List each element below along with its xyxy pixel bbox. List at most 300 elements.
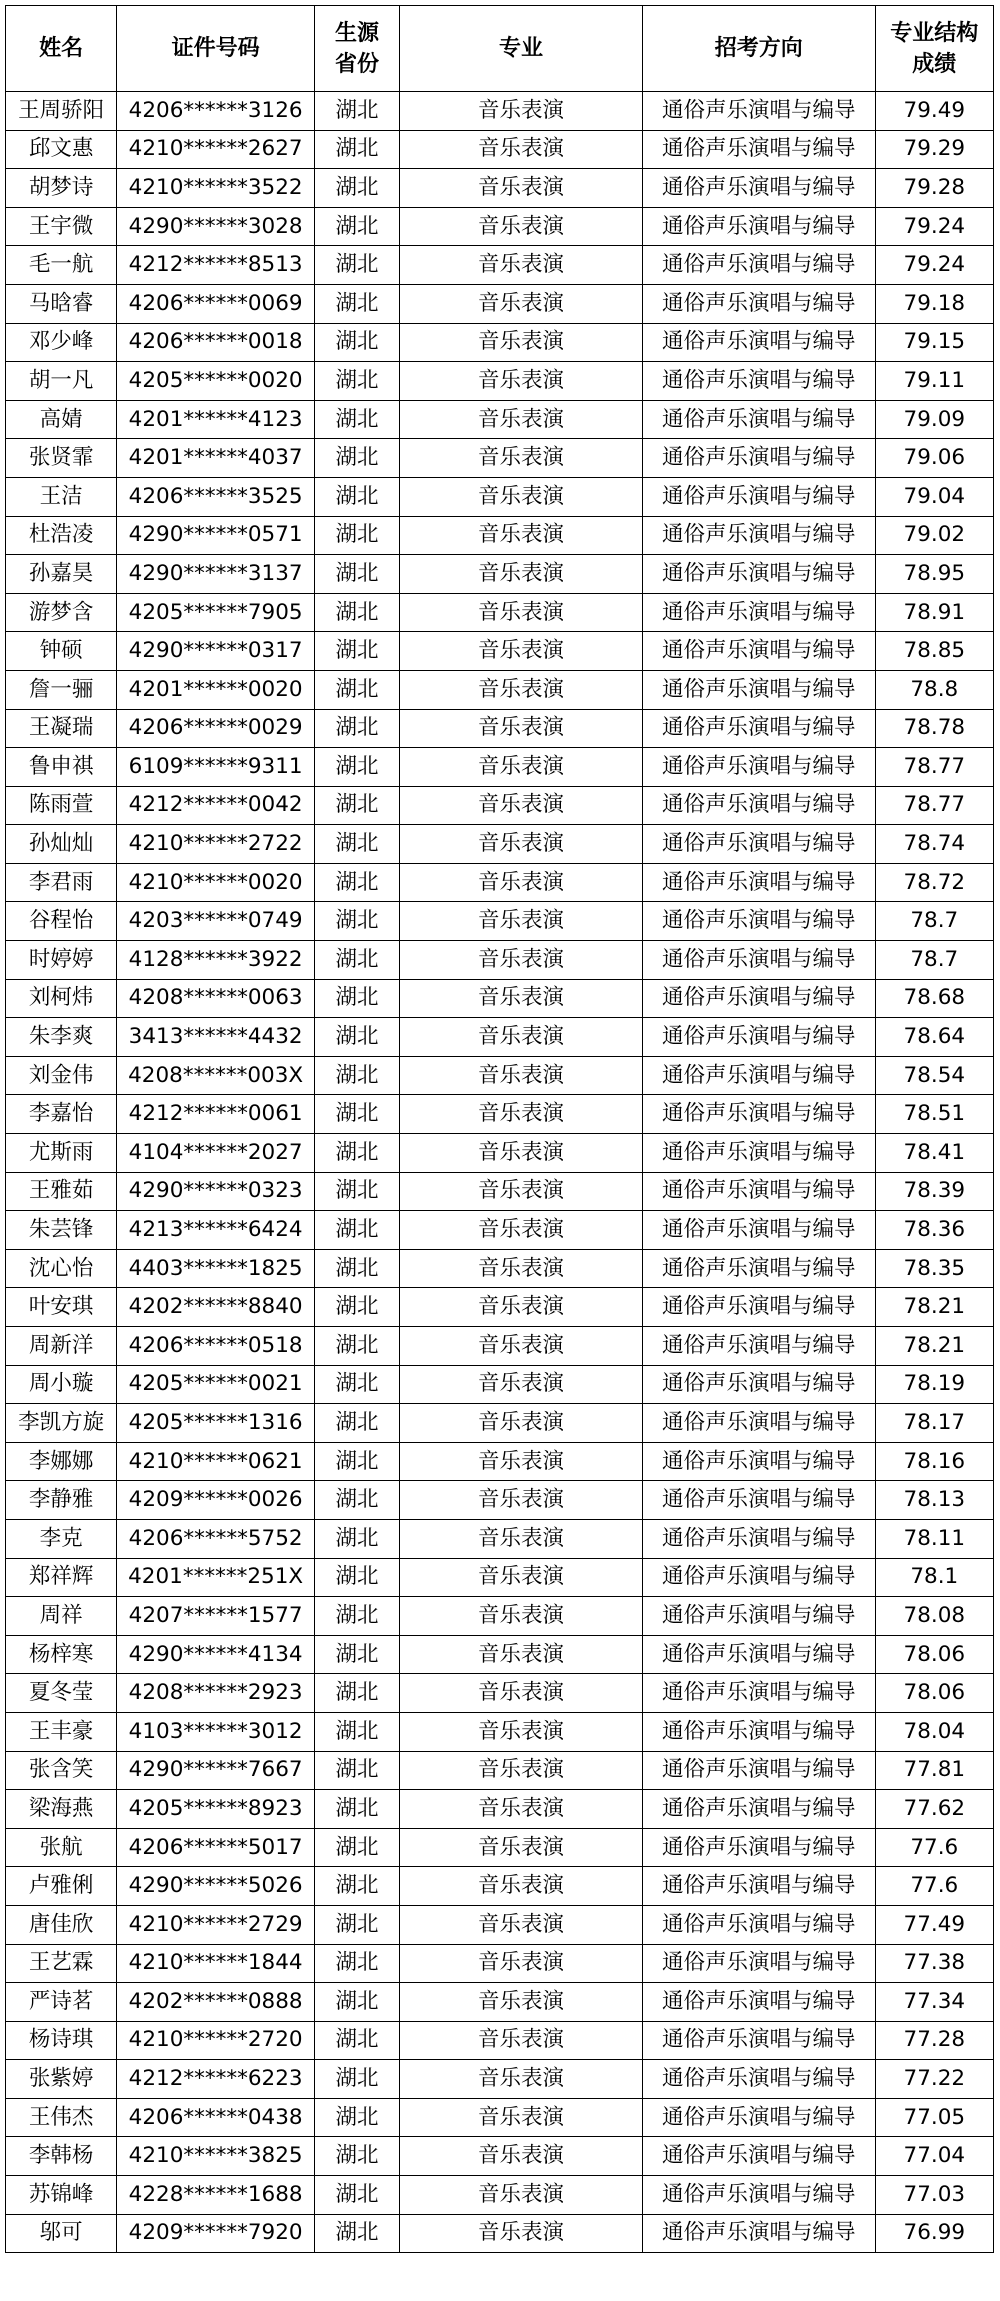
cell-name: 刘柯炜 (6, 979, 117, 1018)
cell-direction: 通俗声乐演唱与编导 (642, 1249, 875, 1288)
cell-id: 4212******6223 (117, 2060, 315, 2099)
cell-name: 胡梦诗 (6, 169, 117, 208)
cell-direction: 通俗声乐演唱与编导 (642, 1905, 875, 1944)
cell-id: 4210******3522 (117, 169, 315, 208)
cell-name: 王洁 (6, 477, 117, 516)
table-row (6, 323, 994, 362)
cell-score: 77.38 (875, 1944, 993, 1983)
cell-direction: 通俗声乐演唱与编导 (642, 1597, 875, 1636)
cell-score: 78.21 (875, 1327, 993, 1366)
cell-score: 79.04 (875, 477, 993, 516)
cell-id: 4212******0042 (117, 786, 315, 825)
cell-score: 78.68 (875, 979, 993, 1018)
table-row (6, 1519, 994, 1558)
cell-id: 4207******1577 (117, 1597, 315, 1636)
header-id: 证件号码 (117, 6, 315, 92)
cell-province: 湖北 (314, 2060, 399, 2099)
cell-direction: 通俗声乐演唱与编导 (642, 2021, 875, 2060)
table-row (6, 1790, 994, 1829)
table-row (6, 709, 994, 748)
header-major: 专业 (400, 6, 643, 92)
cell-province: 湖北 (314, 825, 399, 864)
cell-major: 音乐表演 (400, 1249, 643, 1288)
cell-id: 4206******5752 (117, 1519, 315, 1558)
cell-province: 湖北 (314, 1404, 399, 1443)
cell-province: 湖北 (314, 1288, 399, 1327)
cell-direction: 通俗声乐演唱与编导 (642, 1983, 875, 2022)
cell-major: 音乐表演 (400, 941, 643, 980)
cell-direction: 通俗声乐演唱与编导 (642, 516, 875, 555)
cell-score: 78.17 (875, 1404, 993, 1443)
cell-province: 湖北 (314, 1327, 399, 1366)
cell-province: 湖北 (314, 2098, 399, 2137)
cell-name: 王周骄阳 (6, 92, 117, 131)
cell-id: 4202******0888 (117, 1983, 315, 2022)
cell-major: 音乐表演 (400, 1288, 643, 1327)
cell-major: 音乐表演 (400, 670, 643, 709)
cell-score: 78.54 (875, 1056, 993, 1095)
cell-name: 李静雅 (6, 1481, 117, 1520)
cell-major: 音乐表演 (400, 1944, 643, 1983)
cell-province: 湖北 (314, 1790, 399, 1829)
cell-major: 音乐表演 (400, 1790, 643, 1829)
cell-direction: 通俗声乐演唱与编导 (642, 2098, 875, 2137)
cell-name: 毛一航 (6, 246, 117, 285)
table-row (6, 1751, 994, 1790)
cell-id: 4212******8513 (117, 246, 315, 285)
cell-score: 79.24 (875, 246, 993, 285)
cell-major: 音乐表演 (400, 207, 643, 246)
cell-province: 湖北 (314, 2021, 399, 2060)
table-row (6, 2214, 994, 2253)
table-row (6, 1056, 994, 1095)
table-row (6, 1867, 994, 1906)
cell-major: 音乐表演 (400, 1365, 643, 1404)
cell-name: 王艺霖 (6, 1944, 117, 1983)
cell-direction: 通俗声乐演唱与编导 (642, 593, 875, 632)
cell-major: 音乐表演 (400, 1751, 643, 1790)
cell-name: 张紫婷 (6, 2060, 117, 2099)
cell-name: 周新洋 (6, 1327, 117, 1366)
cell-province: 湖北 (314, 979, 399, 1018)
cell-province: 湖北 (314, 632, 399, 671)
table-row (6, 1211, 994, 1250)
cell-score: 79.02 (875, 516, 993, 555)
cell-score: 79.24 (875, 207, 993, 246)
cell-id: 4210******1844 (117, 1944, 315, 1983)
cell-name: 杨诗琪 (6, 2021, 117, 2060)
cell-name: 马晗睿 (6, 284, 117, 323)
cell-major: 音乐表演 (400, 439, 643, 478)
cell-name: 陈雨萱 (6, 786, 117, 825)
cell-major: 音乐表演 (400, 284, 643, 323)
cell-score: 77.04 (875, 2137, 993, 2176)
cell-score: 76.99 (875, 2214, 993, 2253)
cell-direction: 通俗声乐演唱与编导 (642, 1674, 875, 1713)
cell-id: 4208******003X (117, 1056, 315, 1095)
cell-name: 周祥 (6, 1597, 117, 1636)
table-row (6, 2060, 994, 2099)
table-row (6, 1597, 994, 1636)
cell-major: 音乐表演 (400, 92, 643, 131)
cell-province: 湖北 (314, 1211, 399, 1250)
cell-id: 4209******0026 (117, 1481, 315, 1520)
cell-id: 3413******4432 (117, 1018, 315, 1057)
table-row (6, 1018, 994, 1057)
table-row (6, 979, 994, 1018)
cell-name: 李韩杨 (6, 2137, 117, 2176)
table-row (6, 2137, 994, 2176)
cell-name: 张贤霏 (6, 439, 117, 478)
table-row (6, 670, 994, 709)
cell-name: 王丰豪 (6, 1712, 117, 1751)
cell-score: 77.81 (875, 1751, 993, 1790)
cell-name: 钟硕 (6, 632, 117, 671)
cell-direction: 通俗声乐演唱与编导 (642, 1751, 875, 1790)
cell-major: 音乐表演 (400, 246, 643, 285)
cell-id: 4205******7905 (117, 593, 315, 632)
cell-name: 时婷婷 (6, 941, 117, 980)
table-row (6, 169, 994, 208)
cell-id: 4128******3922 (117, 941, 315, 980)
header-name: 姓名 (6, 6, 117, 92)
cell-province: 湖北 (314, 1905, 399, 1944)
cell-score: 78.36 (875, 1211, 993, 1250)
cell-id: 4290******7667 (117, 1751, 315, 1790)
cell-id: 4205******0021 (117, 1365, 315, 1404)
cell-direction: 通俗声乐演唱与编导 (642, 1867, 875, 1906)
cell-direction: 通俗声乐演唱与编导 (642, 632, 875, 671)
cell-province: 湖北 (314, 1558, 399, 1597)
cell-id: 4206******3525 (117, 477, 315, 516)
cell-major: 音乐表演 (400, 130, 643, 169)
cell-name: 王伟杰 (6, 2098, 117, 2137)
cell-name: 夏冬莹 (6, 1674, 117, 1713)
cell-id: 4290******0571 (117, 516, 315, 555)
table-row (6, 1828, 994, 1867)
header-direction: 招考方向 (642, 6, 875, 92)
cell-id: 4290******0323 (117, 1172, 315, 1211)
table-row (6, 632, 994, 671)
cell-major: 音乐表演 (400, 1983, 643, 2022)
cell-province: 湖北 (314, 1249, 399, 1288)
cell-province: 湖北 (314, 1172, 399, 1211)
cell-major: 音乐表演 (400, 555, 643, 594)
cell-id: 4208******0063 (117, 979, 315, 1018)
cell-province: 湖北 (314, 1828, 399, 1867)
cell-score: 78.74 (875, 825, 993, 864)
cell-province: 湖北 (314, 593, 399, 632)
score-table (5, 5, 994, 2253)
cell-score: 77.34 (875, 1983, 993, 2022)
cell-province: 湖北 (314, 863, 399, 902)
table-row (6, 284, 994, 323)
cell-id: 4210******2627 (117, 130, 315, 169)
cell-id: 4228******1688 (117, 2176, 315, 2215)
cell-name: 沈心怡 (6, 1249, 117, 1288)
table-row (6, 825, 994, 864)
cell-score: 77.49 (875, 1905, 993, 1944)
cell-major: 音乐表演 (400, 1674, 643, 1713)
cell-major: 音乐表演 (400, 1519, 643, 1558)
cell-direction: 通俗声乐演唱与编导 (642, 1828, 875, 1867)
cell-province: 湖北 (314, 477, 399, 516)
cell-province: 湖北 (314, 2176, 399, 2215)
cell-name: 鲁申祺 (6, 748, 117, 787)
cell-score: 77.6 (875, 1828, 993, 1867)
cell-name: 李凯方旋 (6, 1404, 117, 1443)
cell-score: 79.09 (875, 400, 993, 439)
cell-major: 音乐表演 (400, 1404, 643, 1443)
cell-name: 周小璇 (6, 1365, 117, 1404)
cell-major: 音乐表演 (400, 1597, 643, 1636)
cell-direction: 通俗声乐演唱与编导 (642, 1790, 875, 1829)
cell-name: 王凝瑞 (6, 709, 117, 748)
cell-id: 4210******2722 (117, 825, 315, 864)
cell-name: 孙嘉昊 (6, 555, 117, 594)
cell-major: 音乐表演 (400, 1095, 643, 1134)
cell-major: 音乐表演 (400, 2098, 643, 2137)
cell-id: 4290******4134 (117, 1635, 315, 1674)
cell-province: 湖北 (314, 207, 399, 246)
cell-direction: 通俗声乐演唱与编导 (642, 902, 875, 941)
cell-major: 音乐表演 (400, 362, 643, 401)
cell-name: 孙灿灿 (6, 825, 117, 864)
cell-province: 湖北 (314, 284, 399, 323)
cell-score: 78.04 (875, 1712, 993, 1751)
table-row (6, 1944, 994, 1983)
cell-score: 78.35 (875, 1249, 993, 1288)
table-row (6, 400, 994, 439)
cell-direction: 通俗声乐演唱与编导 (642, 2137, 875, 2176)
cell-id: 4202******8840 (117, 1288, 315, 1327)
cell-province: 湖北 (314, 1519, 399, 1558)
cell-major: 音乐表演 (400, 1828, 643, 1867)
cell-direction: 通俗声乐演唱与编导 (642, 863, 875, 902)
cell-score: 78.39 (875, 1172, 993, 1211)
cell-score: 78.77 (875, 748, 993, 787)
cell-major: 音乐表演 (400, 748, 643, 787)
cell-direction: 通俗声乐演唱与编导 (642, 1172, 875, 1211)
cell-major: 音乐表演 (400, 1712, 643, 1751)
cell-province: 湖北 (314, 1095, 399, 1134)
header-score-line2: 成绩 (912, 51, 957, 77)
cell-score: 78.19 (875, 1365, 993, 1404)
cell-direction: 通俗声乐演唱与编导 (642, 1018, 875, 1057)
cell-score: 78.06 (875, 1635, 993, 1674)
cell-name: 杜浩凌 (6, 516, 117, 555)
cell-province: 湖北 (314, 92, 399, 131)
cell-score: 78.8 (875, 670, 993, 709)
table-row (6, 207, 994, 246)
table-row (6, 1481, 994, 1520)
header-score-line1: 专业结构 (890, 20, 979, 46)
cell-name: 叶安琪 (6, 1288, 117, 1327)
cell-name: 詹一骊 (6, 670, 117, 709)
cell-id: 4209******7920 (117, 2214, 315, 2253)
cell-score: 77.6 (875, 1867, 993, 1906)
table-row (6, 1712, 994, 1751)
cell-province: 湖北 (314, 786, 399, 825)
cell-score: 78.08 (875, 1597, 993, 1636)
cell-direction: 通俗声乐演唱与编导 (642, 555, 875, 594)
table-row (6, 2021, 994, 2060)
header-score (875, 6, 993, 92)
cell-score: 77.28 (875, 2021, 993, 2060)
cell-province: 湖北 (314, 439, 399, 478)
cell-major: 音乐表演 (400, 786, 643, 825)
cell-name: 李娜娜 (6, 1442, 117, 1481)
cell-id: 4206******0069 (117, 284, 315, 323)
cell-major: 音乐表演 (400, 1172, 643, 1211)
table-row (6, 362, 994, 401)
cell-direction: 通俗声乐演唱与编导 (642, 1288, 875, 1327)
cell-direction: 通俗声乐演唱与编导 (642, 207, 875, 246)
cell-province: 湖北 (314, 555, 399, 594)
cell-name: 郑祥辉 (6, 1558, 117, 1597)
cell-id: 4104******2027 (117, 1134, 315, 1173)
cell-direction: 通俗声乐演唱与编导 (642, 825, 875, 864)
table-row (6, 477, 994, 516)
cell-province: 湖北 (314, 1056, 399, 1095)
cell-major: 音乐表演 (400, 516, 643, 555)
cell-direction: 通俗声乐演唱与编导 (642, 1519, 875, 1558)
cell-id: 6109******9311 (117, 748, 315, 787)
cell-direction: 通俗声乐演唱与编导 (642, 786, 875, 825)
table-row (6, 1442, 994, 1481)
cell-province: 湖北 (314, 1442, 399, 1481)
cell-id: 4210******2720 (117, 2021, 315, 2060)
cell-province: 湖北 (314, 1712, 399, 1751)
table-row (6, 2098, 994, 2137)
cell-score: 78.64 (875, 1018, 993, 1057)
cell-province: 湖北 (314, 246, 399, 285)
cell-score: 78.77 (875, 786, 993, 825)
table-row (6, 1404, 994, 1443)
cell-id: 4203******0749 (117, 902, 315, 941)
cell-name: 王宇微 (6, 207, 117, 246)
table-row (6, 1288, 994, 1327)
cell-major: 音乐表演 (400, 2060, 643, 2099)
cell-province: 湖北 (314, 1674, 399, 1713)
cell-score: 78.06 (875, 1674, 993, 1713)
cell-major: 音乐表演 (400, 323, 643, 362)
cell-major: 音乐表演 (400, 863, 643, 902)
cell-province: 湖北 (314, 1983, 399, 2022)
cell-name: 胡一凡 (6, 362, 117, 401)
cell-province: 湖北 (314, 670, 399, 709)
cell-score: 79.29 (875, 130, 993, 169)
cell-direction: 通俗声乐演唱与编导 (642, 323, 875, 362)
cell-major: 音乐表演 (400, 2137, 643, 2176)
cell-major: 音乐表演 (400, 902, 643, 941)
cell-id: 4201******0020 (117, 670, 315, 709)
table-row (6, 555, 994, 594)
cell-province: 湖北 (314, 400, 399, 439)
cell-direction: 通俗声乐演唱与编导 (642, 1944, 875, 1983)
cell-province: 湖北 (314, 2137, 399, 2176)
cell-name: 朱芸锋 (6, 1211, 117, 1250)
cell-major: 音乐表演 (400, 1481, 643, 1520)
cell-province: 湖北 (314, 1134, 399, 1173)
cell-id: 4206******3126 (117, 92, 315, 131)
cell-name: 游梦含 (6, 593, 117, 632)
cell-score: 77.05 (875, 2098, 993, 2137)
cell-score: 77.62 (875, 1790, 993, 1829)
cell-id: 4206******5017 (117, 1828, 315, 1867)
cell-major: 音乐表演 (400, 1211, 643, 1250)
cell-province: 湖北 (314, 1365, 399, 1404)
cell-id: 4201******251X (117, 1558, 315, 1597)
cell-score: 78.41 (875, 1134, 993, 1173)
cell-major: 音乐表演 (400, 1056, 643, 1095)
cell-id: 4210******2729 (117, 1905, 315, 1944)
table-row (6, 439, 994, 478)
cell-id: 4205******0020 (117, 362, 315, 401)
cell-direction: 通俗声乐演唱与编导 (642, 1635, 875, 1674)
table-row (6, 1095, 994, 1134)
table-row (6, 1558, 994, 1597)
cell-id: 4206******0518 (117, 1327, 315, 1366)
cell-major: 音乐表演 (400, 632, 643, 671)
cell-score: 78.95 (875, 555, 993, 594)
table-row (6, 1327, 994, 1366)
cell-direction: 通俗声乐演唱与编导 (642, 1442, 875, 1481)
cell-major: 音乐表演 (400, 400, 643, 439)
cell-major: 音乐表演 (400, 1558, 643, 1597)
cell-score: 79.11 (875, 362, 993, 401)
cell-name: 梁海燕 (6, 1790, 117, 1829)
cell-name: 邬可 (6, 2214, 117, 2253)
header-row (6, 6, 994, 92)
cell-name: 邓少峰 (6, 323, 117, 362)
cell-province: 湖北 (314, 323, 399, 362)
cell-direction: 通俗声乐演唱与编导 (642, 2060, 875, 2099)
cell-direction: 通俗声乐演唱与编导 (642, 941, 875, 980)
cell-id: 4208******2923 (117, 1674, 315, 1713)
cell-major: 音乐表演 (400, 1635, 643, 1674)
header-province-line2: 省份 (335, 51, 380, 77)
table-row (6, 593, 994, 632)
cell-major: 音乐表演 (400, 2214, 643, 2253)
cell-score: 78.1 (875, 1558, 993, 1597)
cell-name: 谷程怡 (6, 902, 117, 941)
cell-major: 音乐表演 (400, 2176, 643, 2215)
cell-province: 湖北 (314, 1018, 399, 1057)
table-row (6, 1172, 994, 1211)
cell-id: 4206******0029 (117, 709, 315, 748)
cell-id: 4205******1316 (117, 1404, 315, 1443)
cell-major: 音乐表演 (400, 169, 643, 208)
cell-id: 4213******6424 (117, 1211, 315, 1250)
cell-id: 4403******1825 (117, 1249, 315, 1288)
table-row (6, 941, 994, 980)
cell-direction: 通俗声乐演唱与编导 (642, 284, 875, 323)
cell-major: 音乐表演 (400, 709, 643, 748)
table-row (6, 786, 994, 825)
cell-province: 湖北 (314, 362, 399, 401)
cell-province: 湖北 (314, 1597, 399, 1636)
cell-province: 湖北 (314, 941, 399, 980)
cell-id: 4290******3137 (117, 555, 315, 594)
cell-province: 湖北 (314, 902, 399, 941)
cell-direction: 通俗声乐演唱与编导 (642, 246, 875, 285)
cell-major: 音乐表演 (400, 825, 643, 864)
cell-score: 78.78 (875, 709, 993, 748)
cell-province: 湖北 (314, 1635, 399, 1674)
cell-id: 4206******0438 (117, 2098, 315, 2137)
cell-score: 78.51 (875, 1095, 993, 1134)
